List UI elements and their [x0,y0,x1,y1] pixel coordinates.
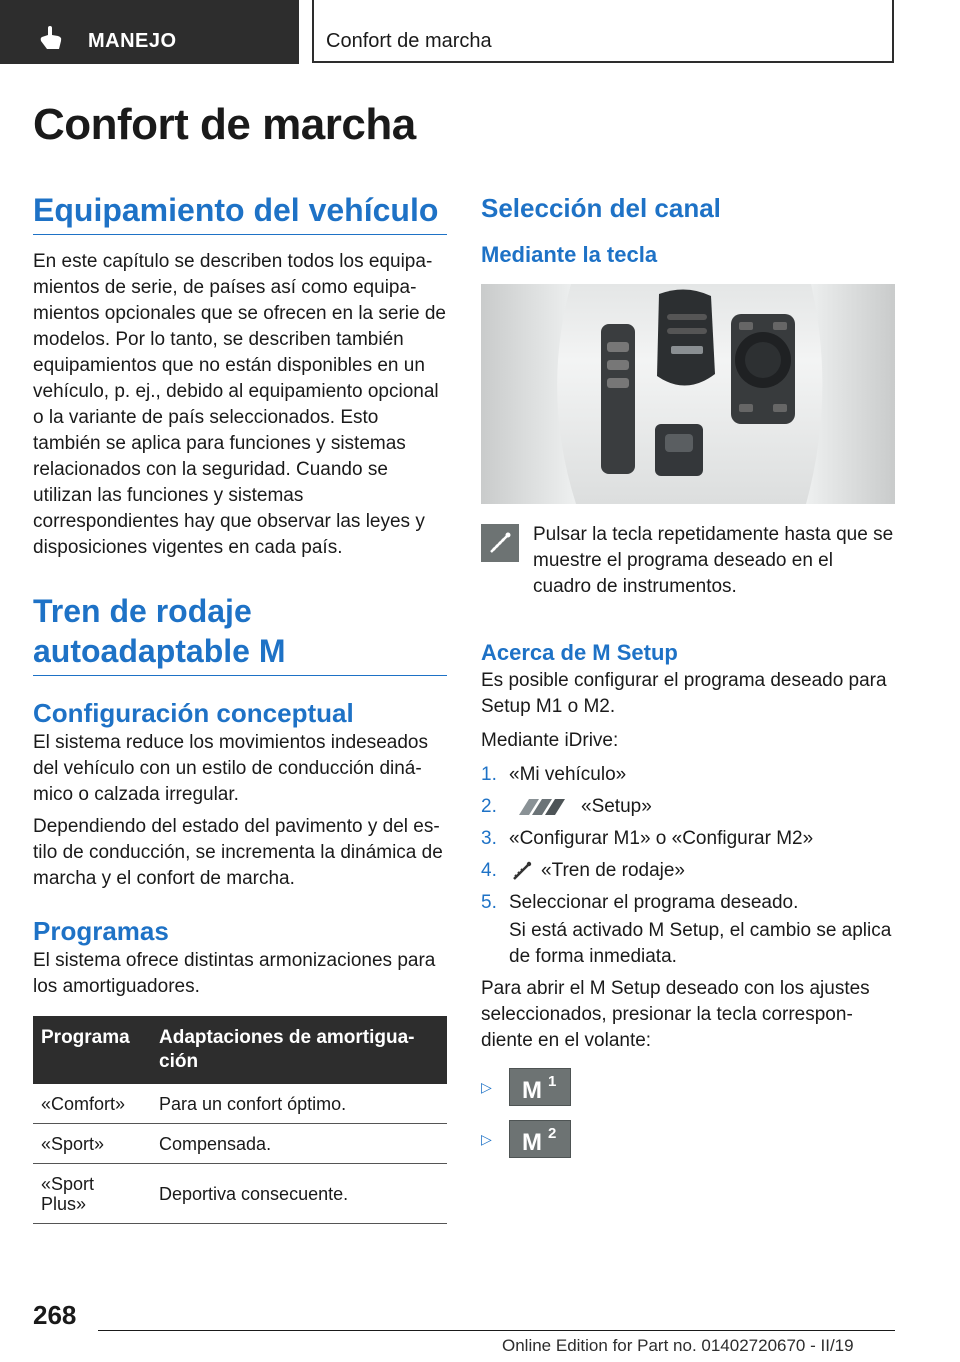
step-number: 4. [481,860,497,881]
step-number: 3. [481,828,497,849]
table-row [33,1084,447,1124]
header-section-label: MANEJO [88,30,177,52]
equipment-paragraph: En este capítulo se describen todos los equipamientos de serie, de países así como equipamientos opcionales que se ofrecen en la serie de modelos. Por lo tanto, se describen también equipamientos que no están disponibles en un vehículo, p. ej., debido al equipamiento opcional o la variante de país seleccionados. Esto también se aplica para funciones y sistemas relacionados con la seguridad. Cuando se utilizan las funciones y sistemas correspondientes hay que observar las leyes y disposiciones vigentes en cada país. [33,251,446,558]
m2-number: 2 [548,1125,557,1142]
step-number: 2. [481,796,497,817]
section-title-equipment: Equipamiento del vehículo [33,190,447,235]
idrive-steps [481,762,895,970]
steering-hand-icon [38,25,66,56]
m2-letter: M [522,1129,542,1156]
page-title: Confort de marcha [33,100,416,149]
step-text: «Setup» [581,796,652,817]
m1-letter: M [522,1077,542,1104]
table-header-row [33,1016,447,1084]
m-stripes-icon [515,797,569,817]
table-row [33,1164,447,1224]
list-item [481,826,895,852]
step-text: «Tren de rodaje» [541,860,686,881]
table-header-program: Programa [33,1016,151,1084]
page-number: 268 [33,1300,77,1330]
list-item [481,858,895,884]
step-subtext: Si está activado M Setup, el cambio se aplica de forma inmediata. [509,920,892,967]
key-heading: Mediante la tecla [481,242,658,267]
right-column [481,190,895,1158]
msetup-heading: Acerca de M Setup [481,640,678,665]
center-console-photo [481,284,895,504]
table-row [33,1124,447,1164]
suspension-button-icon [481,524,519,562]
msetup-paragraph-1: Es posible configurar el programa deseado para Setup M1 o M2. [481,670,887,717]
msetup-paragraph-2: Mediante iDrive: [481,730,619,751]
bullet-triangle-icon: ▷ [481,1078,492,1095]
programs-heading: Programas [33,916,169,946]
left-column [33,190,447,1224]
footer-edition: Online Edition for Part no. 01402720670 - II/19 [502,1336,854,1355]
concept-paragraph-1: El sistema reduce los movimientos indeseados del vehículo con un estilo de conducción dinámico o calzada irregular. [33,732,428,805]
list-item [481,1120,895,1158]
list-item [481,762,895,788]
list-item [481,1068,895,1106]
table-cell-adaptation: Deportiva consecuente. [151,1164,447,1224]
table-header-adaptation: Adaptaciones de amortiguación [151,1016,447,1084]
footer-divider [98,1330,895,1331]
key-instruction [481,522,895,600]
bullet-triangle-icon: ▷ [481,1130,492,1147]
header-chapter-label: Confort de marcha [326,30,492,52]
section-title-chassis: Tren de rodaje autoadaptable M [33,591,447,676]
programs-table [33,1016,447,1224]
step-number: 5. [481,892,497,913]
programs-paragraph: El sistema ofrece distintas armonizaciones para los amortiguadores. [33,950,436,997]
table-cell-program: «Sport Plus» [33,1164,151,1224]
table-cell-program: «Sport» [33,1124,151,1164]
header-section-tab[interactable] [0,0,299,64]
table-cell-adaptation: Para un confort óptimo. [151,1084,447,1124]
step-text: «Configurar M1» o «Configurar M2» [509,828,814,849]
suspension-icon [511,860,533,882]
concept-paragraph-2: Dependiendo del estado del pavimento y del estilo de conducción, se incrementa la dinámica de marcha y el confort de marcha. [33,816,443,889]
m1-number: 1 [548,1073,557,1090]
step-text: «Mi vehículo» [509,764,627,785]
channel-heading: Selección del canal [481,193,721,223]
table-cell-adaptation: Compensada. [151,1124,447,1164]
step-number: 1. [481,764,497,785]
list-item [481,794,895,820]
step-text: Seleccionar el programa deseado. [509,892,799,913]
key-paragraph: Pulsar la tecla repetidamente hasta que se muestre el programa deseado en el cuadro de instrumentos. [533,524,894,597]
list-item [481,890,895,970]
m2-button-icon [509,1120,571,1158]
table-cell-program: «Comfort» [33,1084,151,1124]
header-chapter-tab[interactable] [312,0,894,63]
msetup-paragraph-3: Para abrir el M Setup deseado con los ajustes seleccionados, presionar la tecla correspondiente en el volante: [481,978,870,1051]
m1-button-icon [509,1068,571,1106]
concept-heading: Configuración conceptual [33,698,354,728]
